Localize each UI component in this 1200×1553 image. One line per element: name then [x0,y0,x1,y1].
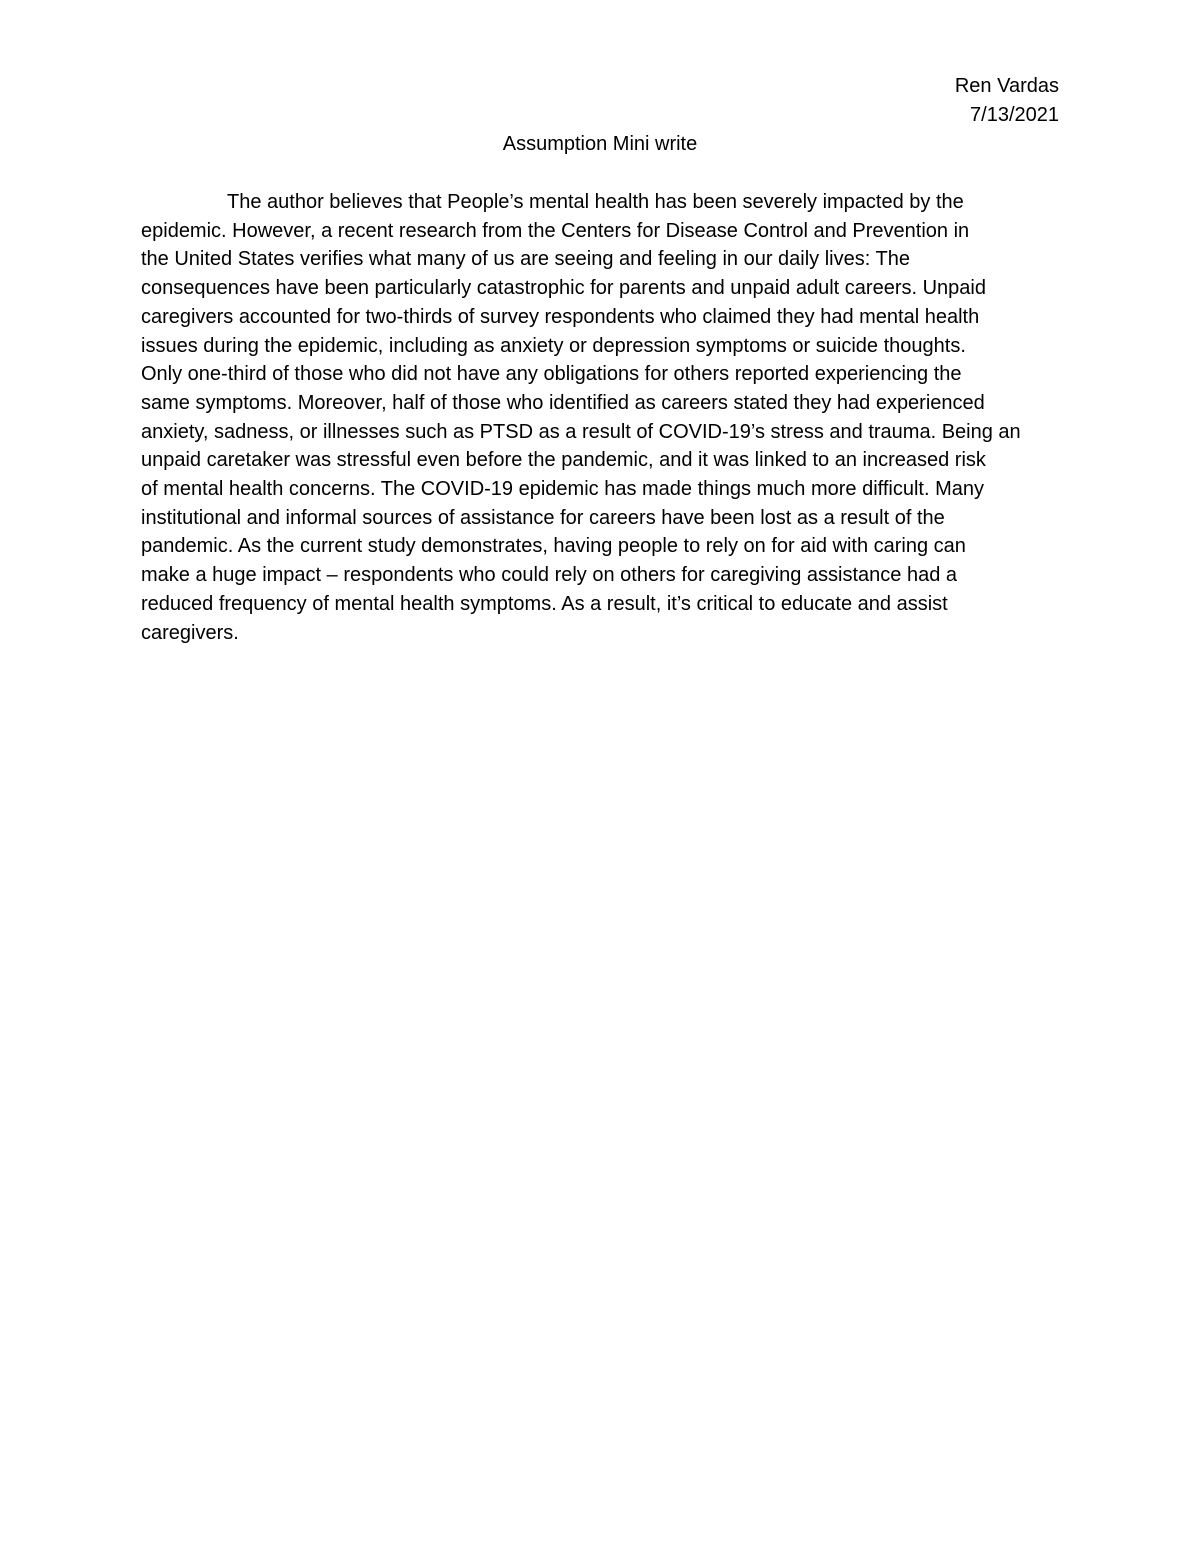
paragraph-line: epidemic. However, a recent research from the Centers for Disease Control and Prevention in [141,219,970,242]
paragraph-line: consequences have been particularly catastrophic for parents and unpaid adult careers. Unpaid [141,277,986,300]
paragraph-line: caregivers. [141,621,239,644]
author-name: Ren Vardas [954,75,1059,97]
document-date: 7/13/2021 [970,104,1059,126]
paragraph-line: the United States verifies what many of us are seeing and feeling in our daily lives: The [141,248,910,271]
paragraph-line: Only one-third of those who did not have any obligations for others reported experiencing the [141,363,962,386]
paragraph-line: same symptoms. Moreover, half of those who identified as careers stated they had experienced [141,391,985,414]
body-paragraph [141,188,1071,647]
paragraph-line: caregivers accounted for two-thirds of survey respondents who claimed they had mental health [141,305,980,328]
paragraph-line: pandemic. As the current study demonstrates, having people to rely on for aid with caring can [141,535,966,558]
paragraph-line: of mental health concerns. The COVID-19 epidemic has made things much more difficult. Many [141,478,984,501]
paragraph-line: The author believes that People’s mental health has been severely impacted by the [227,191,964,213]
document-title: Assumption Mini write [502,133,698,155]
paragraph-line: issues during the epidemic, including as anxiety or depression symptoms or suicide thoughts. [141,334,966,357]
paragraph-line: reduced frequency of mental health symptoms. As a result, it’s critical to educate and assist [141,592,948,615]
paragraph-line: institutional and informal sources of assistance for careers have been lost as a result of the [141,506,945,529]
paragraph-line: anxiety, sadness, or illnesses such as PTSD as a result of COVID-19’s stress and trauma. Being an [141,420,1021,443]
header-block [955,72,1059,130]
paragraph-line: unpaid caretaker was stressful even before the pandemic, and it was linked to an increased risk [141,449,986,472]
paragraph-line: make a huge impact – respondents who could rely on others for caregiving assistance had a [141,564,958,587]
